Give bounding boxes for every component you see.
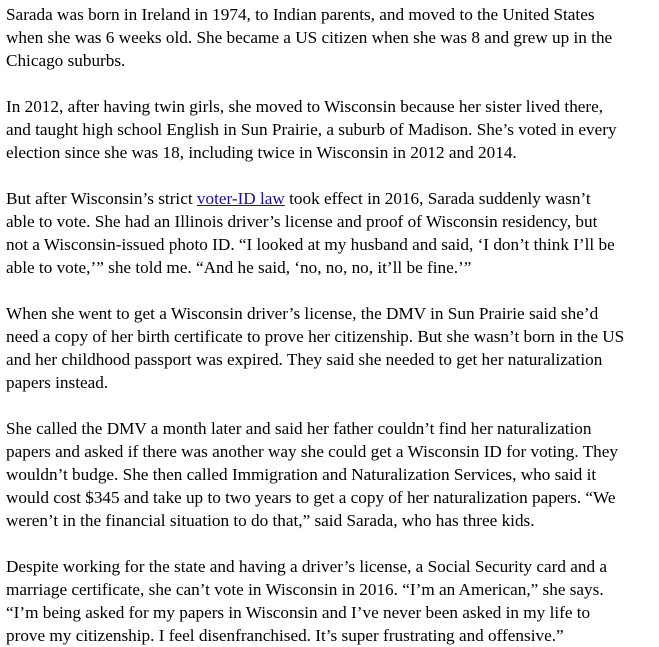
text-line: prove my citizenship. I feel disenfranchised. It’s super frustrating and offensive.” — [6, 626, 564, 645]
text-line: Sarada was born in Ireland in 1974, to Indian parents, and moved to the United States — [6, 5, 595, 24]
paragraph-5 — [6, 417, 655, 532]
text-line: and taught high school English in Sun Prairie, a suburb of Madison. She’s voted in every — [6, 120, 617, 139]
text-line: weren’t in the financial situation to do that,” said Sarada, who has three kids. — [6, 511, 535, 530]
text-segment: took effect in 2016, Sarada suddenly wasn’t — [284, 189, 591, 208]
voter-id-law-link[interactable]: voter-ID law — [196, 189, 285, 208]
paragraph-1 — [6, 3, 655, 72]
text-line: wouldn’t budge. She then called Immigration and Naturalization Services, who said it — [6, 465, 597, 484]
text-line: “I’m being asked for my papers in Wisconsin and I’ve never been asked in my life to — [6, 603, 591, 622]
text-line: In 2012, after having twin girls, she moved to Wisconsin because her sister lived there, — [6, 97, 604, 116]
text-line: Chicago suburbs. — [6, 51, 126, 70]
text-line: when she was 6 weeks old. She became a US citizen when she was 8 and grew up in the — [6, 28, 613, 47]
text-line: She called the DMV a month later and said her father couldn’t find her naturalization — [6, 419, 592, 438]
text-line: When she went to get a Wisconsin driver’s license, the DMV in Sun Prairie said she’d — [6, 304, 599, 323]
text-line: marriage certificate, she can’t vote in Wisconsin in 2016. “I’m an American,” she says. — [6, 580, 604, 599]
text-segment: But after Wisconsin’s strict — [6, 189, 197, 208]
text-line: papers instead. — [6, 373, 109, 392]
text-line: papers and asked if there was another way she could get a Wisconsin ID for voting. They — [6, 442, 618, 461]
text-line: election since she was 18, including twice in Wisconsin in 2012 and 2014. — [6, 143, 517, 162]
paragraph-4 — [6, 302, 655, 394]
text-line: able to vote. She had an Illinois driver’s license and proof of Wisconsin residency, but — [6, 212, 598, 231]
text-line: Despite working for the state and having a driver’s license, a Social Security card and a — [6, 557, 608, 576]
text-line: not a Wisconsin-issued photo ID. “I looked at my husband and said, ‘I don’t think I’ll be — [6, 235, 615, 254]
text-line: need a copy of her birth certificate to prove her citizenship. But she wasn’t born in the US — [6, 327, 625, 346]
paragraph-3 — [6, 187, 655, 279]
paragraph-6 — [6, 555, 655, 647]
text-line: and her childhood passport was expired. They said she needed to get her naturalization — [6, 350, 603, 369]
text-line: would cost $345 and take up to two years to get a copy of her naturalization papers. “We — [6, 488, 616, 507]
paragraph-2 — [6, 95, 655, 164]
text-line: able to vote,’” she told me. “And he said, ‘no, no, no, it’ll be fine.’” — [6, 258, 472, 277]
text-line — [6, 187, 655, 210]
